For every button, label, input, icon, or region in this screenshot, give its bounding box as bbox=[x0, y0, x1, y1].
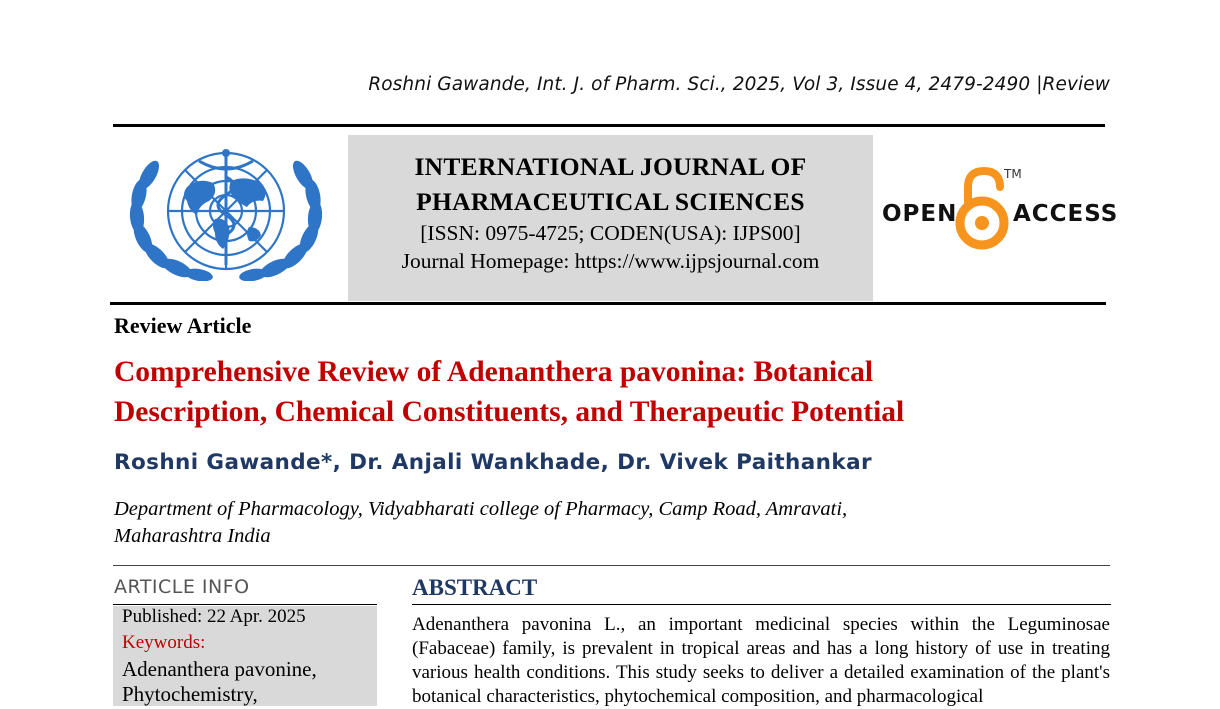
keywords-label: Keywords: bbox=[122, 632, 206, 653]
keyword-item: Adenanthera pavonine, bbox=[122, 657, 317, 681]
author-list: Roshni Gawande*, Dr. Anjali Wankhade, Dr. Vivek Paithankar bbox=[114, 450, 872, 475]
running-head: Roshni Gawande, Int. J. of Pharm. Sci., 2025, Vol 3, Issue 4, 2479-2490 |Review bbox=[368, 74, 1110, 95]
open-access-logo bbox=[880, 165, 1119, 255]
article-info-rule bbox=[113, 604, 377, 605]
masthead-rule bbox=[110, 302, 1106, 305]
article-type: Review Article bbox=[114, 313, 252, 338]
open-access-right-text: ACCESS bbox=[1013, 201, 1119, 227]
affiliation-line1: Department of Pharmacology, Vidyabharati college of Pharmacy, Camp Road, Amravati, bbox=[114, 498, 848, 520]
journal-issn: [ISSN: 0975-4725; CODEN(USA): IJPS00] bbox=[420, 221, 801, 245]
journal-homepage: Journal Homepage: https://www.ijpsjournal.com bbox=[401, 249, 820, 273]
article-info-box bbox=[113, 606, 377, 706]
journal-emblem bbox=[127, 137, 325, 281]
padlock-icon bbox=[954, 165, 1010, 251]
affiliation-line2: Maharashtra India bbox=[114, 525, 271, 547]
abstract-heading: ABSTRACT bbox=[412, 575, 538, 600]
section-divider bbox=[113, 565, 1110, 566]
journal-title bbox=[348, 149, 873, 219]
abstract-body: Adenanthera pavonina L., an important medicinal species within the Leguminosae (Fabaceae) family, is prevalent in tropical areas and has a long history of use in treating various health conditions. This study seeks to deliver a detailed examination of the plant's botanical characteristics, phytochemical composition, and pharmacological bbox=[412, 614, 1110, 707]
journal-title-line2: PHARMACEUTICAL SCIENCES bbox=[416, 187, 805, 216]
article-title bbox=[114, 352, 1114, 432]
article-title-line1: Comprehensive Review of Adenanthera pavonina: Botanical bbox=[114, 356, 874, 388]
article-title-line2: Description, Chemical Constituents, and Therapeutic Potential bbox=[114, 396, 905, 428]
open-access-left-text: OPEN bbox=[882, 201, 958, 227]
trademark-mark: TM bbox=[1004, 167, 1022, 181]
journal-masthead bbox=[348, 135, 873, 301]
keyword-item: Phytochemistry, bbox=[122, 682, 258, 706]
published-date: Published: 22 Apr. 2025 bbox=[122, 606, 306, 627]
affiliation bbox=[114, 496, 934, 550]
article-info-heading: ARTICLE INFO bbox=[114, 576, 250, 598]
header-rule bbox=[113, 124, 1105, 127]
journal-title-line1: INTERNATIONAL JOURNAL OF bbox=[414, 152, 807, 181]
abstract-rule bbox=[412, 604, 1111, 605]
